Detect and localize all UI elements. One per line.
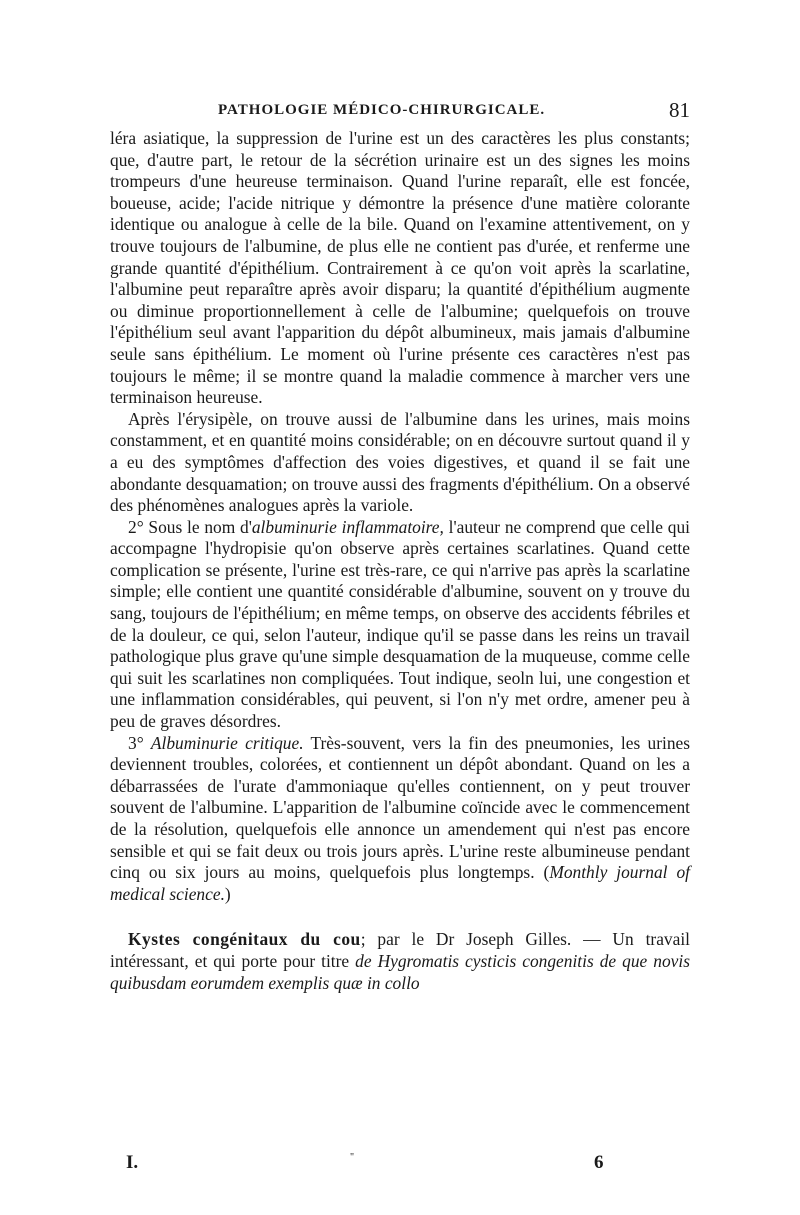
- paragraph-congenital-cysts: [110, 929, 690, 994]
- signature-mark: I.: [126, 1152, 139, 1173]
- paragraph-prefix: 2° Sous le nom d': [128, 516, 252, 537]
- paragraph-cholera-urine: léra asiatique, la suppression de l'urine est un des caractères les plus constants; que, d'autre part, le retour de la sécrétion urinaire est un des signes les moins trompeurs d'une heureuse terminaison. Quand l'urine reparaît, elle est foncée, boueuse, acide; l'acide nitrique y démontre la présence d'une matière colorante identique ou analogue à celle de la bile. Quand on l'examine attentivement, on y trouve toujours de l'albumine, de plus elle ne contient pas d'urée, et renferme une grande quantité d'épithélium. Contrairement à ce qu'on voit après la scarlatine, l'albumine peut reparaître après avoir disparu; la quantité d'épithélium augmente ou diminue proportionnellement à celle de l'albumine; quelquefois on trouve l'épithélium seul avant l'apparition du dépôt albumineux, mais jamais d'albumine seule sans épithélium. Le moment où l'urine présente ces caractères n'est pas toujours le même; il se montre quand la maladie commence à marcher vers une terminaison heureuse.: [110, 128, 690, 408]
- paragraph-text: ; par le Dr Joseph Gilles. — Un travail intéressant, et qui porte pour titre: [110, 929, 690, 971]
- source-citation: Monthly journal of medical science.: [110, 862, 691, 904]
- running-title: PATHOLOGIE MÉDICO-CHIRURGICALE.: [218, 102, 546, 118]
- sheet-number: 6: [594, 1152, 604, 1173]
- paragraph-inflammatory-albuminuria: [110, 517, 690, 733]
- printer-mark: ": [350, 1152, 355, 1163]
- paragraph-critical-albuminuria: [110, 733, 690, 906]
- section-heading: Kystes congénitaux du cou: [128, 929, 361, 950]
- italic-title: de Hygromatis cysticis congenitis de que novis quibusdam eorumdem exemplis quæ in collo: [110, 950, 690, 993]
- paragraph-text: Très-souvent, vers la fin des pneumonies, les urines deviennent troubles, colorées, et contiennent un dépôt abondant. Quand on les a débarrassées de l'urate d'ammoniaque qu'elles contiennent, on y peut trouver souvent de l'albumine. L'apparition de l'albumine coïncide avec le commencement de la résolution, quelquefois elle annonce un amendement qui n'est pas encore sensible et qui se fait deux ou trois jours après. L'urine reste albumineuse pendant cinq ou six jours au moins, quelquefois plus longtemps. (: [110, 732, 690, 883]
- citation-close: ): [224, 883, 231, 904]
- paragraph-prefix: 3°: [128, 732, 151, 753]
- body-text: [110, 128, 690, 994]
- page-header: [110, 98, 690, 128]
- page-footer: [110, 1152, 690, 1178]
- section-gap: [110, 905, 690, 929]
- paragraph-erysipelas: Après l'érysipèle, on trouve aussi de l'albumine dans les urines, mais moins constamment, et en quantité moins considérable; on en découvre surtout quand il y a eu des symptômes d'affection des voies digestives, et quand il se fait une abondante desquamation; on trouve aussi des fragments d'épithélium. On a observé des phénomènes analogues après la variole.: [110, 408, 690, 516]
- italic-term: Albuminurie critique.: [150, 732, 304, 753]
- paragraph-text: l'auteur ne comprend que celle qui accompagne l'hydropisie qu'on observe après certaines scarlatines. Quand cette complication se présente, l'urine est très-rare, ce qui n'arrive pas après la scarlatine simple; elle contient une quantité considérable d'albumine, souvent on y trouve du sang, toujours de l'épithélium; en même temps, on observe des accidents fébriles et de la douleur, ce qui, selon l'auteur, indique qu'il se passe dans les reins un travail pathologique plus grave qu'une simple desquamation de la muqueuse, comme celle qui suit les scarlatines non compliquées. Tout indique, seoln lui, une congestion et une inflammation considérables, qui peuvent, si l'on n'y met ordre, amener peu à peu de graves désordres.: [110, 516, 690, 732]
- italic-term: albuminurie inflammatoire,: [251, 516, 444, 537]
- page-number: 81: [669, 98, 690, 122]
